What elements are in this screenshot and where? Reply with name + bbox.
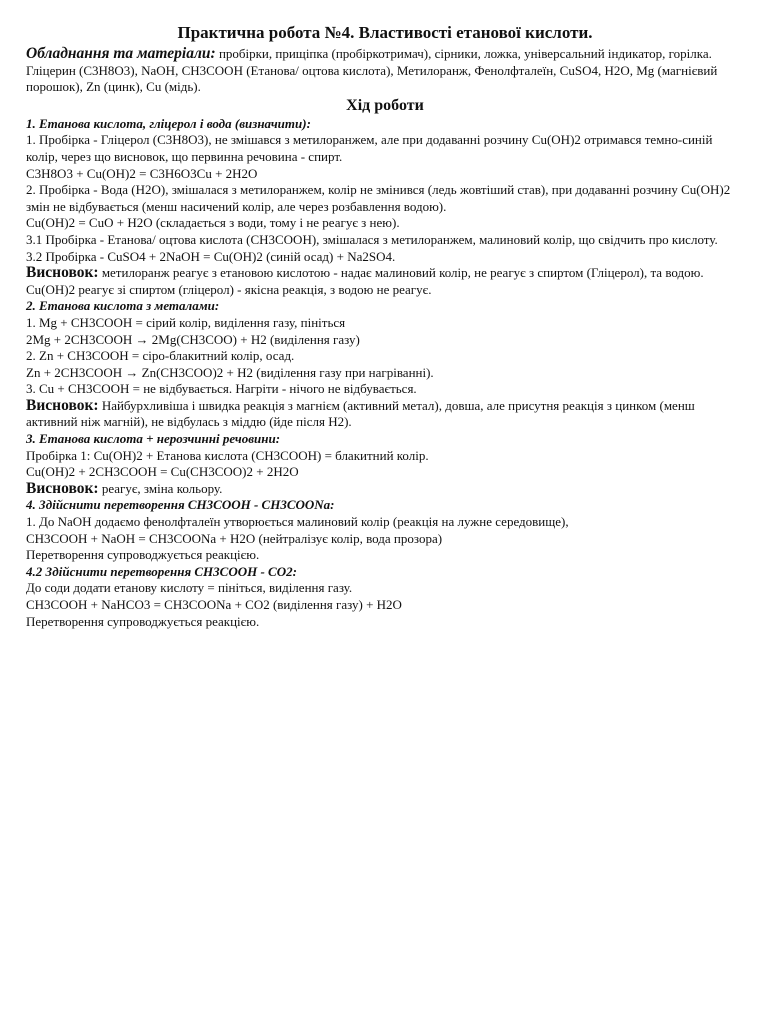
section-2-line-2: 2Mg + 2CH3COOH → 2Mg(CH3COO) + H2 (виділення газу) <box>26 331 360 347</box>
section-1-title: 1. Етанова кислота, гліцерол і вода (визначити): <box>26 115 311 131</box>
section-4-line-1: 1. До NaOH додаємо фенолфталеїн утворюється малиновий колір (реакція на лужне середовище), <box>26 514 569 530</box>
section-2-conclusion <box>26 398 744 431</box>
section-3-title: 3. Етанова кислота + нерозчинні речовини: <box>26 431 281 447</box>
section-3-line-1: Пробірка 1: Cu(OH)2 + Етанова кислота (CH3COOH) = блакитний колір. <box>26 447 429 463</box>
equipment-label: Обладнання та матеріали: <box>26 45 216 62</box>
equipment-paragraph <box>26 46 744 96</box>
section-5-line-3: Перетворення супроводжується реакцією. <box>26 613 260 629</box>
section-2-title: 2. Етанова кислота з металами: <box>26 298 220 314</box>
section-2-line-5: 3. Cu + CH3COOH = не відбувається. Нагріти - нічого не відбувається. <box>26 381 417 397</box>
section-2-line-1: 1. Mg + CH3COOH = сірий колір, виділення газу, пініться <box>26 314 346 330</box>
section-1-line-2: C3H8O3 + Cu(OH)2 = C3H6O3Cu + 2H2O <box>26 165 258 181</box>
section-2-line-4: Zn + 2CH3COOH → Zn(CH3COO)2 + H2 (виділення газу при нагріванні). <box>26 364 434 380</box>
section-5-line-1: До соди додати етанову кислоту = пініться, виділення газу. <box>26 580 353 596</box>
section-3-conclusion-text: реагує, зміна кольору. <box>98 480 223 496</box>
section-1-line-5: 3.1 Пробірка - Етанова/ оцтова кислота (CH3COOH), змішалася з метилоранжем, малиновий колір, що свідчить про кислоту. <box>26 231 718 247</box>
section-3-conclusion-label: Висновок: <box>26 479 99 497</box>
section-2-line-3: 2. Zn + CH3COOH = сіро-блакитний колір, осад. <box>26 348 295 364</box>
section-1-conclusion-label: Висновок: <box>26 264 99 282</box>
section-3-line-2: Cu(OH)2 + 2CH3COOH = Cu(CH3COO)2 + 2H2O <box>26 464 299 480</box>
section-1-line-3: 2. Пробірка - Вода (H2O), змішалася з метилоранжем, колір не змінився (ледь жовтіший став), при додаванні розчину Cu(OH)2 змін не відбувається (менш насичений колір, але через розбавлення водою). <box>26 182 731 214</box>
section-2-conclusion-label: Висновок: <box>26 396 99 414</box>
page-title: Практична робота №4. Властивості етанової кислоти. <box>177 23 593 42</box>
section-4-line-3: Перетворення супроводжується реакцією. <box>26 547 260 563</box>
section-4-line-2: CH3COOH + NaOH = CH3COONa + H2O (нейтралізує колір, вода прозора) <box>26 530 443 546</box>
section-4-title: 4. Здійснити перетворення CH3COOH - CH3COONa: <box>26 497 335 513</box>
section-1-conclusion <box>26 265 744 298</box>
section-3-conclusion <box>26 481 744 498</box>
section-5-line-2: CH3COOH + NaHCO3 = CH3COONa + CO2 (виділення газу) + H2O <box>26 597 402 612</box>
progress-heading: Хід роботи <box>346 96 424 114</box>
section-2-conclusion-text: Найбурхливіша і швидка реакція з магнієм (активний метал), довша, але присутня реакція з цинком (менш активний ніж магній), не відбулась з міддю (йде після H2). <box>26 397 695 430</box>
equipment-text: пробірки, прищіпка (пробіркотримач), сірники, ложка, універсальний індикатор, горілка. Гліцерин (C3H8O3), NaOH, CH3COOH (Етанова/ оцтова кислота), Метилоранж, Фенолфталеїн, CuSO4, H2O, Mg (магнієвий порошок), Zn (цинк), Cu (мідь). <box>26 46 718 95</box>
section-1-conclusion-text: метилоранж реагує з етановою кислотою - надає малиновий колір, не реагує з спиртом (Гліцерол), та водою. Cu(OH)2 реагує зі спиртом (гліцерол) - якісна реакція, з водою не реагує. <box>26 265 704 297</box>
section-5-title: 4.2 Здійснити перетворення CH3COOH - CO2: <box>26 563 297 579</box>
section-1-line-4: Cu(OH)2 = CuO + H2O (складається з води, тому і не реагує з нею). <box>26 215 400 231</box>
section-1-line-6: 3.2 Пробірка - CuSO4 + 2NaOH = Cu(OH)2 (синій осад) + Na2SO4. <box>26 248 396 264</box>
section-1-line-1: 1. Пробірка - Гліцерол (C3H8O3), не змішався з метилоранжем, але при додаванні розчину Cu(OH)2 отримався темно-синій колір, через що висновок, що первинна речовина - спирт. <box>26 132 713 164</box>
